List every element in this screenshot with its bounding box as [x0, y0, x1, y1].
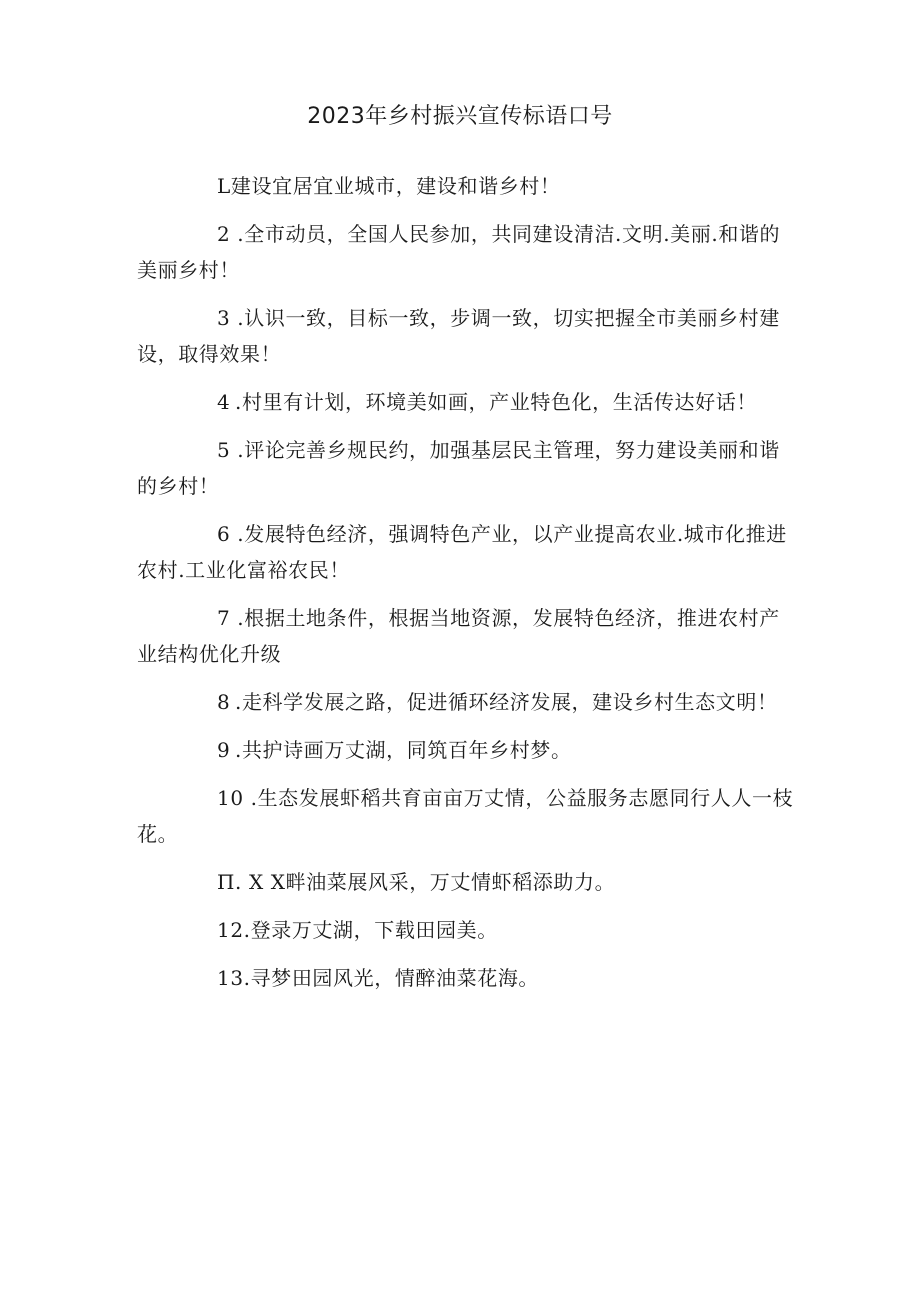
item-text: .寻梦田园风光，情醉油菜花海。: [243, 966, 540, 990]
item-text: .村里有计划，环境美如画，产业特色化，生活传达好话！: [235, 390, 757, 414]
list-item: [137, 912, 797, 948]
item-number: 6: [217, 522, 231, 546]
slogan-list: [137, 168, 797, 1008]
item-number: 10: [217, 786, 244, 810]
item-text: .发展特色经济，强调特色产业，以产业提高农业.城市化推进农村.工业化富裕农民！: [137, 522, 787, 582]
item-text: 建设宜居宜业城市，建设和谐乡村！: [230, 174, 561, 198]
list-item: [137, 168, 797, 204]
item-number: L: [217, 174, 231, 198]
item-number: 13: [217, 966, 244, 990]
item-number: 12: [217, 918, 244, 942]
item-number: 2: [217, 222, 231, 246]
item-text: .共护诗画万丈湖，同筑百年乡村梦。: [235, 738, 572, 762]
list-item: [137, 216, 797, 288]
item-text: .生态发展虾稻共育亩亩万丈情，公益服务志愿同行人人一枝花。: [137, 786, 794, 846]
item-text: .走科学发展之路，促进循环经济发展，建设乡村生态文明！: [235, 690, 778, 714]
item-text: .认识一致，目标一致，步调一致，切实把握全市美丽乡村建设，取得效果！: [137, 306, 780, 366]
item-number: 7: [217, 606, 231, 630]
item-text: .登录万丈湖，下载田园美。: [243, 918, 498, 942]
item-number: 5: [217, 438, 231, 462]
list-item: [137, 384, 797, 420]
item-number: Π.: [217, 870, 242, 894]
page-title: 2023年乡村振兴宣传标语口号: [307, 104, 613, 129]
list-item: [137, 432, 797, 504]
item-number: 4: [217, 390, 231, 414]
item-text: .根据土地条件，根据当地资源，发展特色经济，推进农村产业结构优化升级: [137, 606, 780, 666]
list-item: [137, 864, 797, 900]
item-text: .评论完善乡规民约，加强基层民主管理，努力建设美丽和谐的乡村！: [137, 438, 780, 498]
list-item: [137, 780, 797, 852]
item-number: 8: [217, 690, 231, 714]
list-item: [137, 960, 797, 996]
list-item: [137, 732, 797, 768]
list-item: [137, 684, 797, 720]
item-number: 9: [217, 738, 231, 762]
item-text: X X畔油菜展风采，万丈情虾稻添助力。: [242, 870, 616, 894]
item-text: .全市动员，全国人民参加，共同建设清洁.文明.美丽.和谐的美丽乡村！: [137, 222, 781, 282]
list-item: [137, 300, 797, 372]
list-item: [137, 600, 797, 672]
list-item: [137, 516, 797, 588]
item-number: 3: [217, 306, 231, 330]
